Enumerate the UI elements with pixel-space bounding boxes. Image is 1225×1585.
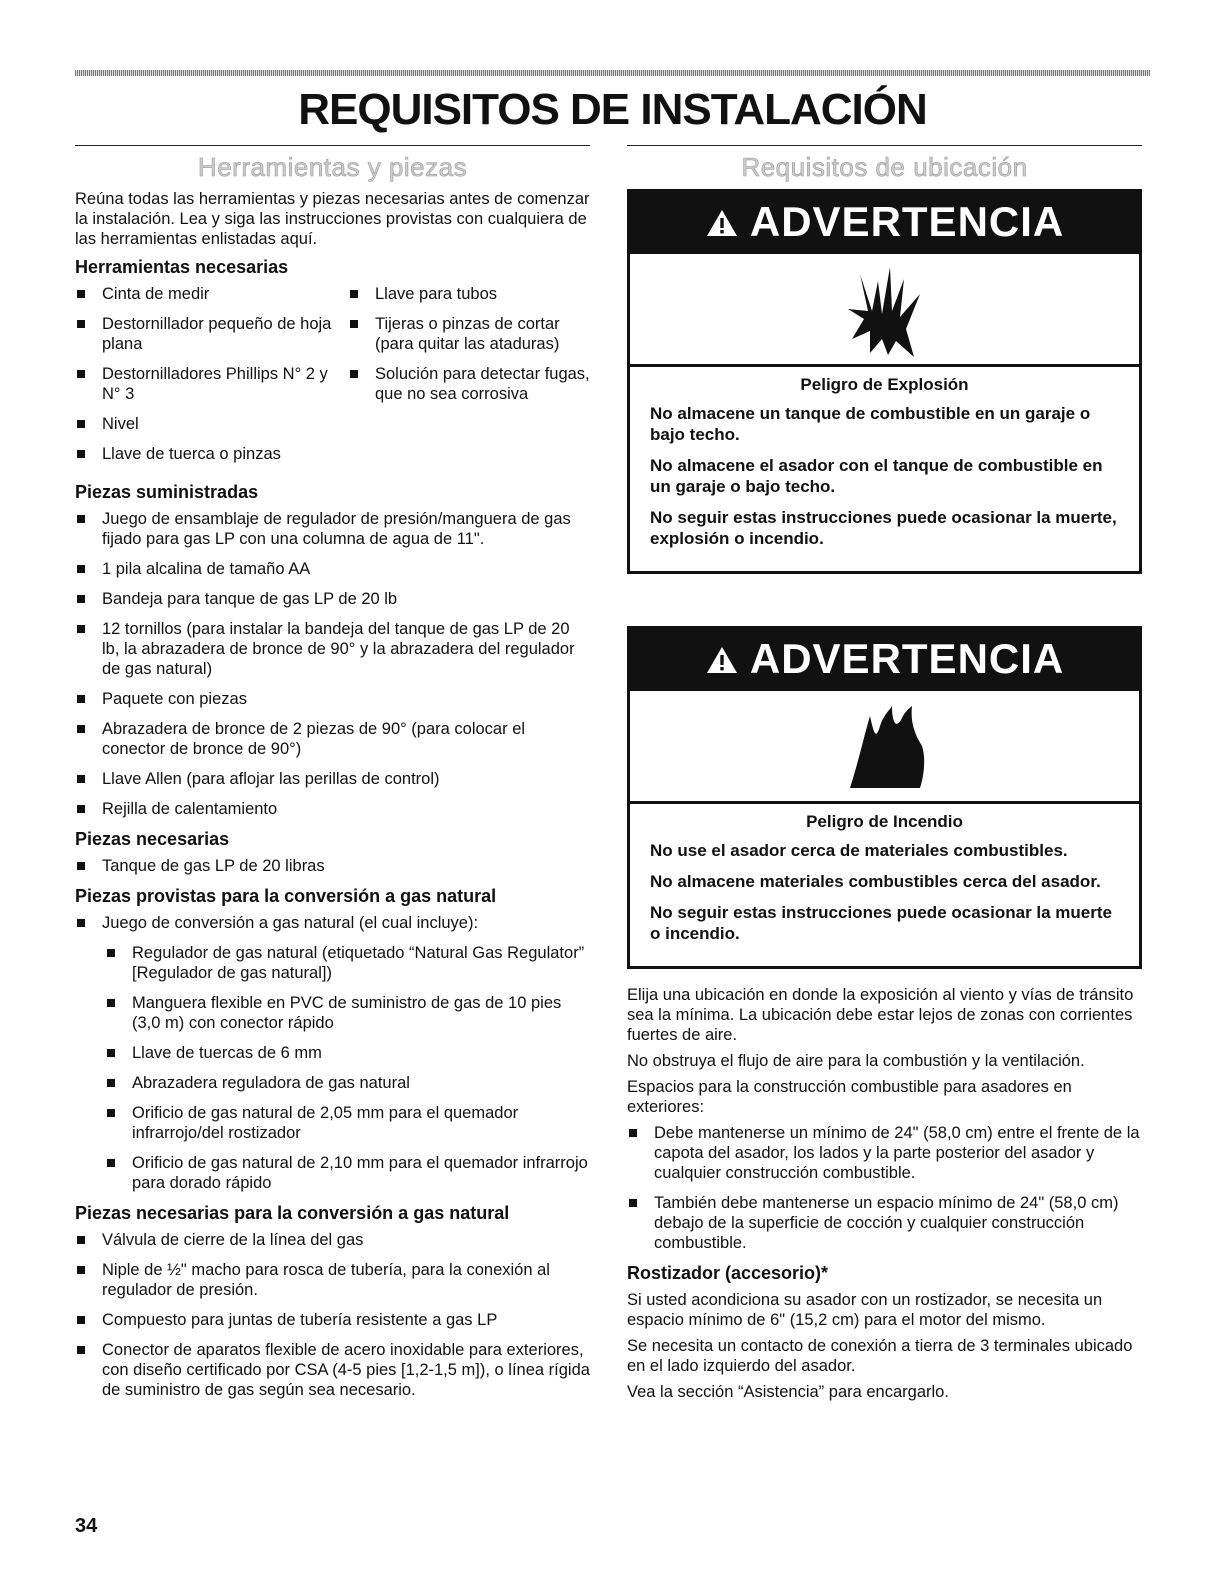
supplied-list: [75, 509, 590, 819]
list-item: Válvula de cierre de la línea del gas: [75, 1230, 590, 1250]
warning-body: [630, 804, 1139, 966]
warning-title: Peligro de Explosión: [800, 375, 969, 394]
rotisserie-paragraph: Se necesita un contacto de conexión a tierra de 3 terminales ubicado en el lado izquierdo del asador.: [627, 1337, 1133, 1375]
list-item: Destornillador pequeño de hoja plana: [75, 314, 348, 354]
list-item: Solución para detectar fugas, que no sea corrosiva: [348, 364, 590, 404]
list-item: Cinta de medir: [75, 284, 348, 304]
list-item: También debe mantenerse un espacio mínimo de 24" (58,0 cm) debajo de la superficie de cocción y cualquier construcción combustible.: [627, 1193, 1142, 1253]
list-item: Abrazadera reguladora de gas natural: [105, 1073, 590, 1093]
conversion-sublist: [105, 943, 590, 1193]
list-item: Conector de aparatos flexible de acero inoxidable para exteriores, con diseño certificado por CSA (4-5 pies [1,2-1,5 m]), o línea rígida de suministro de gas según sea necesario.: [75, 1340, 590, 1400]
rotisserie-heading: Rostizador (accesorio)*: [627, 1263, 829, 1283]
section-rule: [75, 145, 590, 146]
warning-line: No almacene el asador con el tanque de combustible en un garaje o bajo techo.: [650, 456, 1103, 496]
list-item: Orificio de gas natural de 2,10 mm para el quemador infrarrojo para dorado rápido: [105, 1153, 590, 1193]
list-item: 1 pila alcalina de tamaño AA: [75, 559, 590, 579]
warning-header-label: ADVERTENCIA: [749, 635, 1065, 682]
conversion-needed-heading: Piezas necesarias para la conversión a gas natural: [75, 1203, 510, 1223]
warning-title: Peligro de Incendio: [806, 812, 963, 831]
conversion-heading: Piezas provistas para la conversión a gas natural: [75, 886, 497, 906]
warning-box-fire: [627, 626, 1142, 969]
warning-line: No almacene un tanque de combustible en un garaje o bajo techo.: [650, 404, 1091, 444]
intro-paragraph: Reúna todas las herramientas y piezas necesarias antes de comenzar la instalación. Lea y siga las instrucciones provistas con cualquiera de las herramientas enlistadas aquí.: [75, 190, 590, 248]
list-item: Debe mantenerse un mínimo de 24" (58,0 cm) entre el frente de la capota del asador, los lados y la parte posterior del asador y cualquier construcción combustible.: [627, 1123, 1142, 1183]
list-item: Orificio de gas natural de 2,05 mm para el quemador infrarrojo/del rostizador: [105, 1103, 590, 1143]
warning-header-label: ADVERTENCIA: [749, 198, 1065, 245]
left-column: [75, 145, 590, 1410]
list-item: Llave de tuerca o pinzas: [75, 444, 348, 464]
warning-header: [630, 192, 1139, 254]
rotisserie-paragraph: Vea la sección “Asistencia” para encargarlo.: [627, 1383, 949, 1401]
location-paragraph: Elija una ubicación en donde la exposición al viento y vías de tránsito sea la mínima. La ubicación debe estar lejos de zonas con corrientes fuertes de aire.: [627, 986, 1134, 1044]
warning-line: No seguir estas instrucciones puede ocasionar la muerte o incendio.: [650, 903, 1112, 943]
list-item: Bandeja para tanque de gas LP de 20 lb: [75, 589, 590, 609]
list-item: Niple de ½" macho para rosca de tubería, para la conexión al regulador de presión.: [75, 1260, 590, 1300]
tools-list: [75, 284, 590, 474]
list-item: Llave para tubos: [348, 284, 590, 304]
right-column: [627, 145, 1142, 1408]
list-item: Abrazadera de bronce de 2 piezas de 90° (para colocar el conector de bronce de 90°): [75, 719, 590, 759]
list-item: Llave de tuercas de 6 mm: [105, 1043, 590, 1063]
warning-triangle-icon: [705, 635, 750, 682]
warning-box-explosion: [627, 189, 1142, 574]
list-item: Juego de conversión a gas natural (el cual incluye):: [75, 913, 590, 933]
list-item: Rejilla de calentamiento: [75, 799, 590, 819]
warning-line: No almacene materiales combustibles cerca del asador.: [650, 872, 1101, 891]
list-item: Paquete con piezas: [75, 689, 590, 709]
section-title-location: Requisitos de ubicación: [741, 152, 1028, 182]
list-item: Compuesto para juntas de tubería resistente a gas LP: [75, 1310, 590, 1330]
list-item: Tijeras o pinzas de cortar (para quitar las ataduras): [348, 314, 590, 354]
list-item: Nivel: [75, 414, 348, 434]
location-paragraph: Espacios para la construcción combustible para asadores en exteriores:: [627, 1078, 1072, 1116]
list-item: Regulador de gas natural (etiquetado “Natural Gas Regulator” [Regulador de gas natural]): [105, 943, 590, 983]
tools-list-col1: [75, 284, 348, 474]
warning-line: No use el asador cerca de materiales combustibles.: [650, 841, 1068, 860]
list-item: Destornilladores Phillips N° 2 y N° 3: [75, 364, 348, 404]
conversion-list: [75, 913, 590, 933]
warning-header: [630, 629, 1139, 691]
rotisserie-paragraph: Si usted acondiciona su asador con un rostizador, se necesita un espacio mínimo de 6" (15,2 cm) para el motor del mismo.: [627, 1291, 1103, 1329]
list-item: Llave Allen (para aflojar las perillas de control): [75, 769, 590, 789]
fire-icon: [630, 691, 1139, 804]
section-rule: [627, 145, 1142, 146]
needed-heading: Piezas necesarias: [75, 829, 230, 849]
list-item: Juego de ensamblaje de regulador de presión/manguera de gas fijado para gas LP con una columna de agua de 11".: [75, 509, 590, 549]
list-item: 12 tornillos (para instalar la bandeja del tanque de gas LP de 20 lb, la abrazadera de bronce de 90° y la abrazadera del regulador de gas natural): [75, 619, 590, 679]
list-item: Tanque de gas LP de 20 libras: [75, 856, 590, 876]
conversion-needed-list: [75, 1230, 590, 1400]
tools-list-col2: [348, 284, 590, 474]
tools-heading: Herramientas necesarias: [75, 257, 289, 277]
top-decorative-bar: [75, 70, 1150, 76]
explosion-icon: [630, 254, 1139, 367]
page-number: 34: [75, 1515, 98, 1537]
warning-triangle-icon: [705, 198, 750, 245]
warning-line: No seguir estas instrucciones puede ocasionar la muerte, explosión o incendio.: [650, 508, 1117, 548]
list-item: Manguera flexible en PVC de suministro de gas de 10 pies (3,0 m) con conector rápido: [105, 993, 590, 1033]
page-title: REQUISITOS DE INSTALACIÓN: [298, 85, 927, 134]
needed-list: [75, 856, 590, 876]
warning-body: [630, 367, 1139, 571]
section-title-tools: Herramientas y piezas: [197, 152, 468, 182]
supplied-heading: Piezas suministradas: [75, 482, 259, 502]
clearance-list: [627, 1123, 1142, 1253]
location-paragraph: No obstruya el flujo de aire para la combustión y la ventilación.: [627, 1052, 1085, 1070]
